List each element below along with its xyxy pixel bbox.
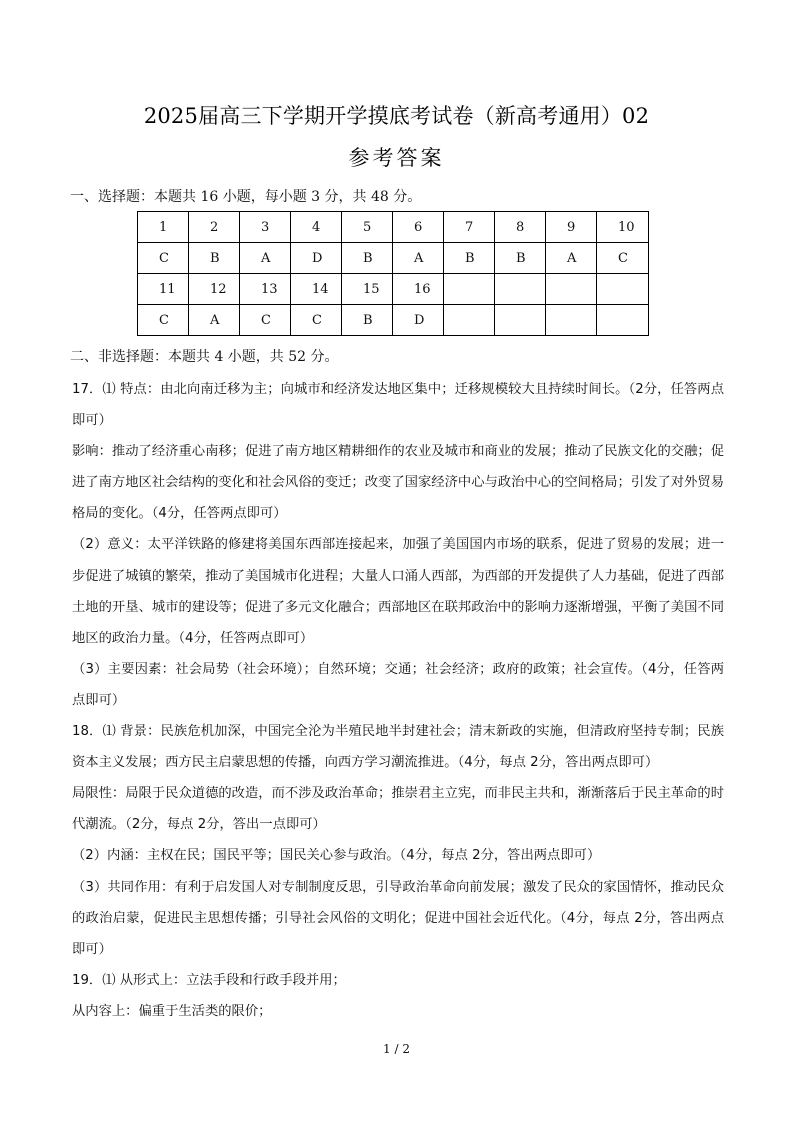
table-cell: C bbox=[597, 243, 649, 274]
table-cell: C bbox=[291, 305, 342, 336]
table-cell: C bbox=[138, 243, 189, 274]
answer-paragraph: （3）共同作用：有利于启发国人对专制制度反思，引导政治革命向前发展；激发了民众的家国情怀，推动民众的政治启蒙，促进民主思想传播；引导社会风俗的文明化；促进中国社会近代化。（4分，每点 2分，答出两点即可） bbox=[72, 879, 724, 957]
answer-paragraph: （2）意义：太平洋铁路的修建将美国东西部连接起来，加强了美国国内市场的联系，促进了贸易的发展；进一步促进了城镇的繁荣，推动了美国城市化进程；大量人口涌人西部，为西部的开发提供了人力基础，促进了西部土地的开垦、城市的建设等；促进了多元文化融合；西部地区在联邦政治中的影响力逐渐增强，平衡了美国不同地区的政治力量。（4分，任答两点即可） bbox=[72, 537, 724, 646]
answer-paragraph: 从内容上：偏重于生活类的限价； bbox=[72, 1003, 272, 1019]
answer-body bbox=[72, 374, 724, 1027]
table-cell: 8 bbox=[495, 212, 546, 243]
table-cell bbox=[597, 305, 649, 336]
table-cell: 9 bbox=[546, 212, 597, 243]
table-cell bbox=[444, 305, 495, 336]
table-row bbox=[138, 305, 649, 336]
table-cell: 11 bbox=[138, 274, 189, 305]
table-cell bbox=[495, 274, 546, 305]
section-2-heading: 二、非选择题：本题共 4 小题，共 52 分。 bbox=[70, 349, 339, 365]
table-cell: B bbox=[444, 243, 495, 274]
table-row bbox=[138, 243, 649, 274]
table-cell bbox=[546, 305, 597, 336]
section-1-heading: 一、选择题：本题共 16 小题，每小题 3 分，共 48 分。 bbox=[70, 189, 422, 205]
table-cell: A bbox=[546, 243, 597, 274]
table-cell: B bbox=[495, 243, 546, 274]
table-cell: B bbox=[342, 305, 393, 336]
table-cell: B bbox=[189, 243, 240, 274]
table-cell: A bbox=[393, 243, 444, 274]
answer-paragraph: 18．⑴ 背景：民族危机加深，中国完全沦为半殖民地半封建社会；清末新政的实施，但清政府坚持专制；民族资本主义发展；西方民主启蒙思想的传播，向西方学习潮流推进。（4分，每点 2分，答出两点即可） bbox=[72, 724, 724, 771]
document-title: 2025届高三下学期开学摸底考试卷（新高考通用）02 bbox=[143, 104, 650, 128]
answer-paragraph: （2）内涵：主权在民；国民平等；国民关心参与政治。（4分，每点 2分，答出两点即可） bbox=[72, 848, 601, 864]
page-number: 1 / 2 bbox=[383, 1042, 410, 1056]
answer-paragraph: 19．⑴ 从形式上：立法手段和行政手段并用； bbox=[72, 972, 346, 988]
table-cell: 10 bbox=[597, 212, 649, 243]
table-cell: 16 bbox=[393, 274, 444, 305]
table-cell: 5 bbox=[342, 212, 393, 243]
table-cell bbox=[546, 274, 597, 305]
table-cell: B bbox=[342, 243, 393, 274]
answer-paragraph: 局限性：局限于民众道德的改造，而不涉及政治革命；推崇君主立宪，而非民主共和，渐渐落后于民主革命的时代潮流。（2分，每点 2分，答出一点即可） bbox=[72, 786, 724, 833]
table-cell bbox=[597, 274, 649, 305]
table-cell: 14 bbox=[291, 274, 342, 305]
answer-paragraph: 影响：推动了经济重心南移；促进了南方地区精耕细作的农业及城市和商业的发展；推动了民族文化的交融；促进了南方地区社会结构的变化和社会风俗的变迁；改变了国家经济中心与政治中心的空间格局；引发了对外贸易格局的变化。（4分，任答两点即可） bbox=[72, 444, 724, 522]
table-row bbox=[138, 274, 649, 305]
document-subtitle: 参考答案 bbox=[348, 146, 445, 170]
table-cell: 12 bbox=[189, 274, 240, 305]
table-cell: C bbox=[138, 305, 189, 336]
table-cell bbox=[444, 274, 495, 305]
answer-paragraph: 17．⑴ 特点：由北向南迁移为主；向城市和经济发达地区集中；迁移规模较大且持续时间长。（2分，任答两点即可） bbox=[72, 382, 724, 429]
table-cell: 7 bbox=[444, 212, 495, 243]
table-cell: 6 bbox=[393, 212, 444, 243]
table-cell: C bbox=[240, 305, 291, 336]
table-row bbox=[138, 212, 649, 243]
table-cell: 13 bbox=[240, 274, 291, 305]
table-cell: 3 bbox=[240, 212, 291, 243]
table-cell: A bbox=[240, 243, 291, 274]
table-cell: D bbox=[291, 243, 342, 274]
table-cell: 15 bbox=[342, 274, 393, 305]
table-cell bbox=[495, 305, 546, 336]
table-cell: 1 bbox=[138, 212, 189, 243]
table-cell: 4 bbox=[291, 212, 342, 243]
answer-table bbox=[137, 211, 649, 336]
table-cell: D bbox=[393, 305, 444, 336]
table-cell: A bbox=[189, 305, 240, 336]
table-cell: 2 bbox=[189, 212, 240, 243]
answer-paragraph: （3）主要因素：社会局势（社会环境）；自然环境；交通；社会经济；政府的政策；社会宣传。（4分，任答两点即可） bbox=[72, 661, 724, 708]
